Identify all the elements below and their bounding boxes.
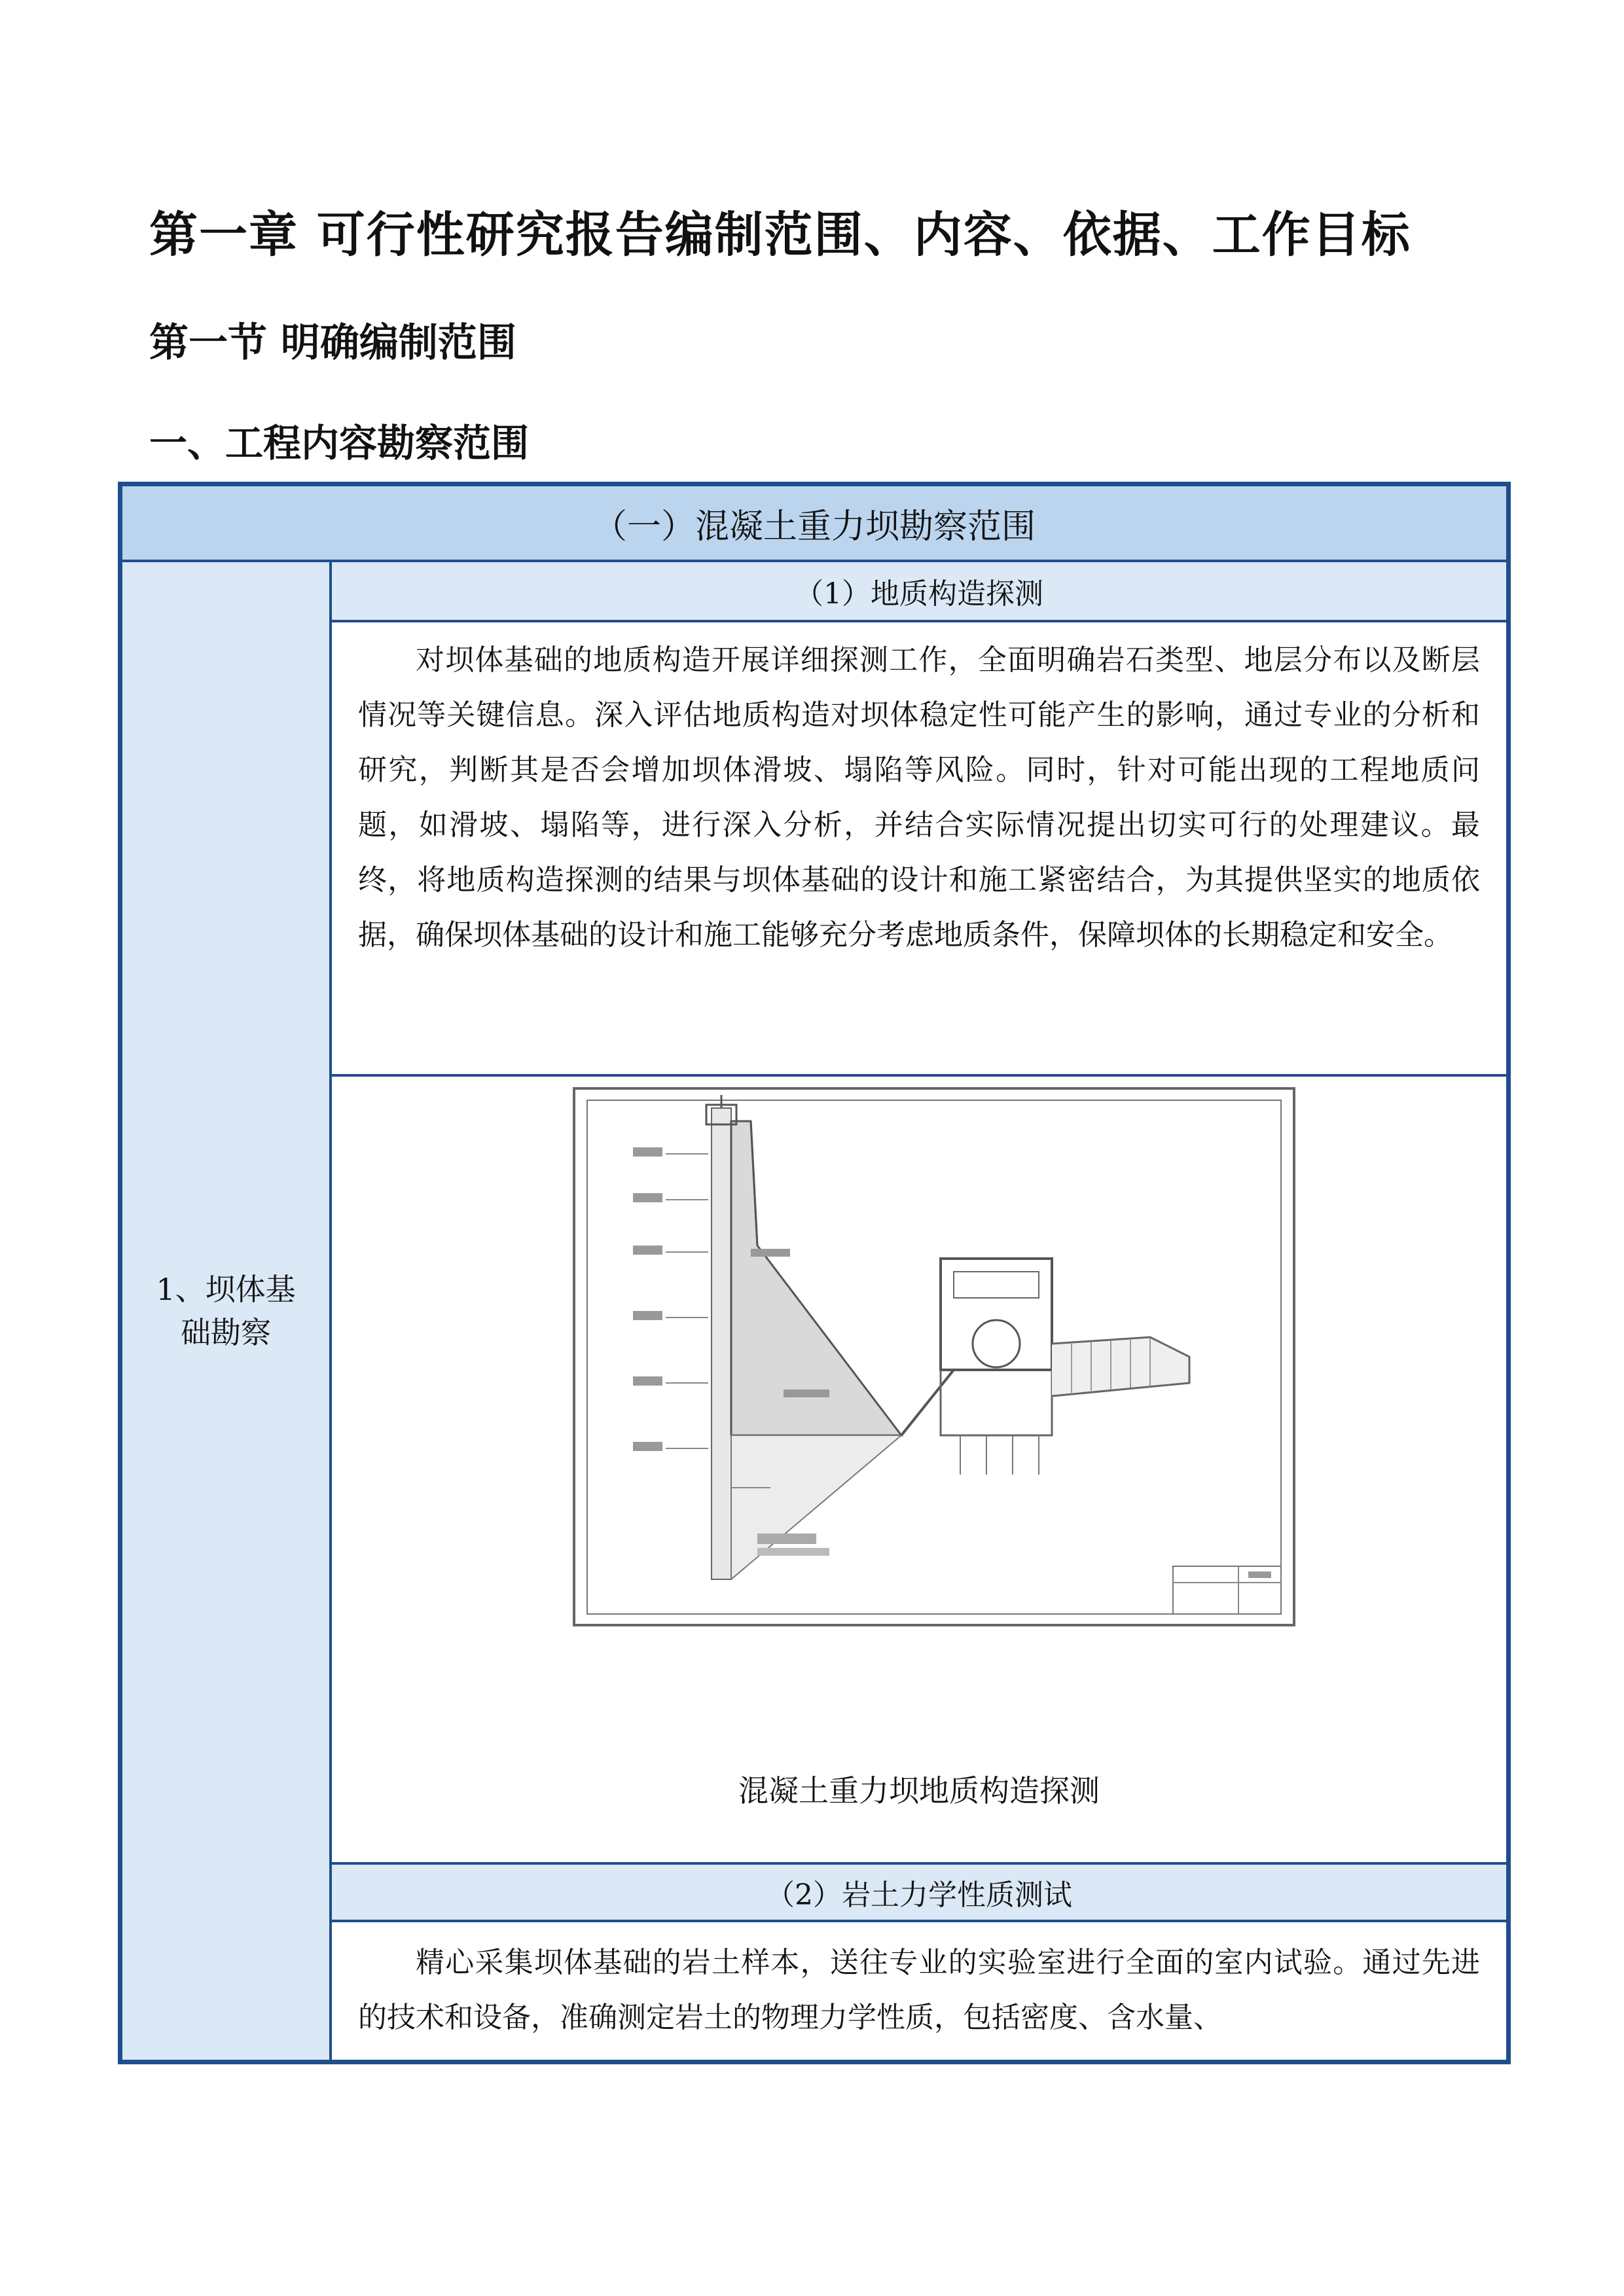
row-label-text: 1、坝体基础勘察: [156, 1272, 296, 1350]
survey-scope-table: [118, 482, 1511, 2064]
chapter-title: 第一章 可行性研究报告编制范围、内容、依据、工作目标: [149, 207, 1411, 263]
item1-text: 对坝体基础的地质构造开展详细探测工作，全面明确岩石类型、地层分布以及断层情况等关键信息。深入评估地质构造对坝体稳定性可能产生的影响，通过专业的分析和研究，判断其是否会增加坝体滑坡、塌陷等风险。同时，针对可能出现的工程地质问题，如滑坡、塌陷等，进行深入分析，并结合实际情况提出切实可行的处理建议。最终，将地质构造探测的结果与坝体基础的设计和施工紧密结合，为其提供坚实的地质依据，确保坝体基础的设计和施工能够充分考虑地质条件，保障坝体的长期稳定和安全。: [332, 622, 1506, 1077]
subsection-title: 一、工程内容勘察范围: [149, 421, 530, 465]
section-title: 第一节 明确编制范围: [149, 320, 516, 366]
item2-text: 精心采集坝体基础的岩土样本，送往专业的实验室进行全面的室内试验。通过先进的技术和设备，准确测定岩土的物理力学性质，包括密度、含水量、: [358, 1946, 1480, 2034]
dam-cross-section-drawing: [535, 1082, 1301, 1632]
figure-cell: [332, 1077, 1506, 1862]
item2-title: （2）岩土力学性质测试: [332, 1862, 1506, 1922]
item1-title: （1）地质构造探测: [332, 562, 1506, 622]
table-title: （一）混凝土重力坝勘察范围: [122, 486, 1506, 562]
figure-caption: 混凝土重力坝地质构造探测: [738, 1773, 1100, 1808]
row-label: [122, 562, 332, 2060]
